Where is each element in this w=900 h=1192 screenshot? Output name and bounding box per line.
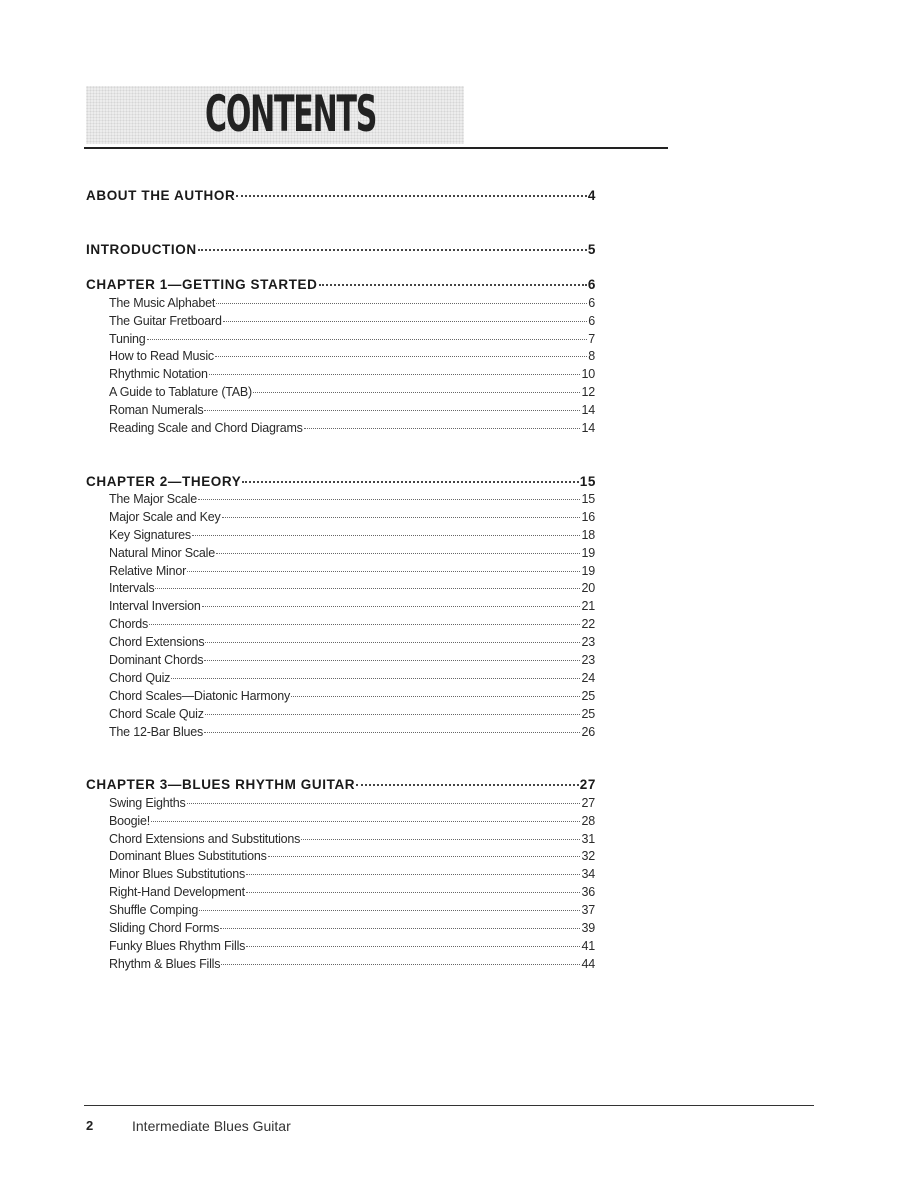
toc-entry-page: 34 (581, 867, 595, 881)
toc-entry-label: Major Scale and Key (109, 510, 221, 524)
toc-section-entry (109, 510, 595, 528)
dot-leader (319, 284, 587, 286)
toc-entry-page: 6 (587, 277, 596, 292)
toc-section-entry (109, 957, 595, 975)
toc-chapter-entry (86, 277, 596, 295)
toc-entry-label: Roman Numerals (109, 403, 204, 417)
dot-leader (268, 856, 581, 857)
toc-entry-page: 24 (581, 671, 595, 685)
dot-leader (205, 714, 581, 715)
toc-entry-page: 23 (581, 635, 595, 649)
toc-section-entry (109, 635, 595, 653)
toc-section-entry (109, 332, 595, 350)
toc-entry-label: Chord Extensions (109, 635, 205, 649)
toc-entry-label: CHAPTER 3—BLUES RHYTHM GUITAR (86, 777, 356, 792)
toc-section-entry (109, 599, 595, 617)
toc-entry-label: Boogie! (109, 814, 150, 828)
dot-leader (187, 571, 580, 572)
toc-entry-page: 6 (588, 314, 595, 328)
toc-section-entry (109, 581, 595, 599)
dot-leader (151, 821, 580, 822)
dot-leader (291, 696, 580, 697)
dot-leader (199, 910, 580, 911)
toc-entry-page: 22 (581, 617, 595, 631)
toc-entry-page: 44 (581, 957, 595, 971)
toc-entry-page: 21 (581, 599, 595, 613)
toc-section-entry (109, 403, 595, 421)
toc-section-entry (109, 367, 595, 385)
toc-entry-page: 7 (588, 332, 595, 346)
dot-leader (242, 481, 578, 483)
toc-entry-page: 6 (588, 296, 595, 310)
toc-section-entry (109, 903, 595, 921)
toc-entry-label: Dominant Chords (109, 653, 204, 667)
toc-entry-page: 4 (587, 188, 596, 203)
toc-section-entry (109, 296, 595, 314)
toc-entry-label: How to Read Music (109, 349, 214, 363)
toc-entry-page: 23 (581, 653, 595, 667)
dot-leader (253, 392, 580, 393)
toc-section-entry (109, 689, 595, 707)
dot-leader (204, 660, 580, 661)
toc-entry-label: Dominant Blues Substitutions (109, 849, 267, 863)
toc-entry-page: 16 (581, 510, 595, 524)
toc-entry-label: Chord Quiz (109, 671, 171, 685)
toc-entry-page: 14 (581, 421, 595, 435)
toc-entry-label: Chord Extensions and Substitutions (109, 832, 301, 846)
toc-entry-page: 15 (579, 474, 596, 489)
footer-book-title: Intermediate Blues Guitar (132, 1118, 291, 1134)
toc-entry-page: 37 (581, 903, 595, 917)
toc-section-entry (109, 349, 595, 367)
toc-entry-label: Minor Blues Substitutions (109, 867, 246, 881)
dot-leader (205, 642, 580, 643)
toc-section-entry (109, 885, 595, 903)
toc-entry-page: 26 (581, 725, 595, 739)
toc-section-entry (109, 528, 595, 546)
toc-entry-page: 10 (581, 367, 595, 381)
toc-chapter-entry (86, 242, 596, 260)
toc-entry-label: Relative Minor (109, 564, 187, 578)
toc-entry-page: 27 (579, 777, 596, 792)
toc-entry-label: INTRODUCTION (86, 242, 197, 257)
toc-entry-page: 15 (581, 492, 595, 506)
toc-entry-page: 25 (581, 689, 595, 703)
toc-entry-label: Intervals (109, 581, 155, 595)
toc-entry-label: ABOUT THE AUTHOR (86, 188, 236, 203)
dot-leader (216, 303, 587, 304)
page-title: CONTENTS (205, 85, 377, 143)
dot-leader (204, 732, 580, 733)
toc-entry-page: 14 (581, 403, 595, 417)
dot-leader (221, 964, 580, 965)
toc-entry-page: 18 (581, 528, 595, 542)
dot-leader (204, 410, 580, 411)
toc-entry-page: 20 (581, 581, 595, 595)
dot-leader (149, 624, 580, 625)
dot-leader (223, 321, 588, 322)
dot-leader (246, 946, 580, 947)
toc-section-entry (109, 385, 595, 403)
toc-entry-label: Right-Hand Development (109, 885, 245, 899)
toc-entry-label: Chords (109, 617, 149, 631)
toc-section-entry (109, 707, 595, 725)
dot-leader (222, 517, 581, 518)
toc-entry-page: 27 (581, 796, 595, 810)
toc-entry-label: Sliding Chord Forms (109, 921, 220, 935)
toc-entry-page: 32 (581, 849, 595, 863)
dot-leader (220, 928, 580, 929)
toc-section-entry (109, 849, 595, 867)
dot-leader (155, 588, 580, 589)
footer-page-number: 2 (86, 1118, 94, 1133)
toc-section-entry (109, 314, 595, 332)
toc-entry-label: Chord Scales—Diatonic Harmony (109, 689, 291, 703)
dot-leader (198, 249, 587, 251)
toc-entry-page: 36 (581, 885, 595, 899)
dot-leader (171, 678, 580, 679)
toc-section-entry (109, 939, 595, 957)
toc-entry-label: The Major Scale (109, 492, 198, 506)
dot-leader (187, 803, 581, 804)
toc-section-entry (109, 867, 595, 885)
toc-section-entry (109, 617, 595, 635)
toc-entry-label: Rhythmic Notation (109, 367, 208, 381)
dot-leader (192, 535, 581, 536)
toc-section-entry (109, 725, 595, 743)
dot-leader (304, 428, 581, 429)
toc-entry-label: Tuning (109, 332, 146, 346)
toc-section-entry (109, 814, 595, 832)
toc-section-entry (109, 546, 595, 564)
toc-entry-label: The Guitar Fretboard (109, 314, 222, 328)
dot-leader (236, 195, 587, 197)
dot-leader (246, 892, 581, 893)
toc-entry-page: 39 (581, 921, 595, 935)
dot-leader (198, 499, 580, 500)
dot-leader (246, 874, 580, 875)
toc-entry-label: Interval Inversion (109, 599, 201, 613)
toc-entry-page: 19 (581, 564, 595, 578)
toc-entry-label: Rhythm & Blues Fills (109, 957, 221, 971)
toc-section-entry (109, 671, 595, 689)
dot-leader (215, 356, 587, 357)
toc-chapter-entry (86, 474, 596, 492)
toc-entry-label: Chord Scale Quiz (109, 707, 204, 721)
toc-entry-page: 8 (588, 349, 595, 363)
toc-chapter-entry (86, 777, 596, 795)
toc-entry-page: 28 (581, 814, 595, 828)
toc-entry-page: 5 (587, 242, 596, 257)
toc-entry-page: 41 (581, 939, 595, 953)
toc-section-entry (109, 921, 595, 939)
toc-entry-label: Key Signatures (109, 528, 191, 542)
toc-section-entry (109, 564, 595, 582)
toc-entry-label: Funky Blues Rhythm Fills (109, 939, 246, 953)
toc-entry-label: Shuffle Comping (109, 903, 199, 917)
toc-entry-label: The 12-Bar Blues (109, 725, 204, 739)
toc-section-entry (109, 421, 595, 439)
dot-leader (202, 606, 581, 607)
toc-entry-page: 31 (581, 832, 595, 846)
toc-entry-page: 19 (581, 546, 595, 560)
toc-entry-page: 25 (581, 707, 595, 721)
toc-section-entry (109, 796, 595, 814)
toc-entry-label: A Guide to Tablature (TAB) (109, 385, 253, 399)
toc-section-entry (109, 832, 595, 850)
footer-rule (84, 1105, 814, 1106)
toc-entry-label: Swing Eighths (109, 796, 186, 810)
dot-leader (301, 839, 580, 840)
dot-leader (216, 553, 581, 554)
toc-entry-label: CHAPTER 1—GETTING STARTED (86, 277, 318, 292)
toc-entry-label: CHAPTER 2—THEORY (86, 474, 242, 489)
toc-section-entry (109, 653, 595, 671)
toc-entry-label: Reading Scale and Chord Diagrams (109, 421, 303, 435)
dot-leader (356, 784, 579, 786)
toc-entry-label: Natural Minor Scale (109, 546, 215, 560)
toc-section-entry (109, 492, 595, 510)
toc-entry-label: The Music Alphabet (109, 296, 216, 310)
dot-leader (147, 339, 588, 340)
toc-chapter-entry (86, 188, 596, 206)
toc-entry-page: 12 (581, 385, 595, 399)
dot-leader (209, 374, 581, 375)
